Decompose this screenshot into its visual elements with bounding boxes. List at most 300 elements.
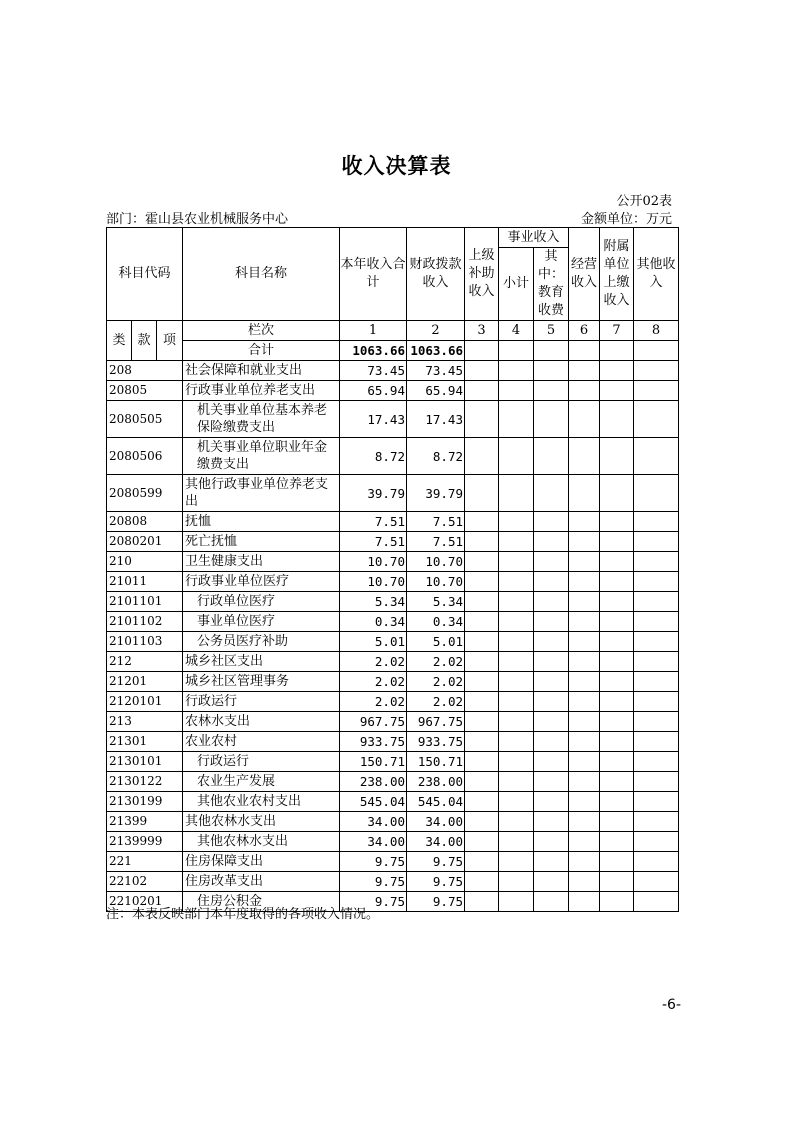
table-row (107, 572, 679, 592)
subject-code: 221 (107, 852, 183, 872)
empty-cell (534, 652, 569, 672)
total-income-value: 34.00 (340, 832, 407, 852)
table-row (107, 652, 679, 672)
empty-cell (499, 772, 534, 792)
subject-name: 其他农林水支出 (183, 812, 340, 832)
table-row (107, 852, 679, 872)
fiscal-value: 39.79 (407, 475, 465, 512)
empty-cell (499, 512, 534, 532)
empty-cell (634, 832, 679, 852)
empty-cell (465, 572, 499, 592)
empty-cell (499, 892, 534, 912)
empty-cell (465, 772, 499, 792)
col-num-1: 1 (340, 321, 407, 341)
total-income-value: 9.75 (340, 892, 407, 912)
fiscal-value: 7.51 (407, 512, 465, 532)
empty-cell (499, 672, 534, 692)
subject-name: 死亡抚恤 (183, 532, 340, 552)
empty-cell (600, 438, 634, 475)
table-row (107, 401, 679, 438)
department-label: 部门：霍山县农业机械服务中心 (106, 212, 289, 227)
empty-cell (600, 712, 634, 732)
fiscal-value: 10.70 (407, 552, 465, 572)
empty-cell (600, 632, 634, 652)
empty-cell (634, 341, 679, 361)
empty-cell (600, 892, 634, 912)
empty-cell (499, 652, 534, 672)
empty-cell (534, 532, 569, 552)
empty-cell (534, 381, 569, 401)
header-total-income: 本年收入合计 (340, 228, 407, 321)
subject-name: 机关事业单位职业年金缴费支出 (183, 438, 340, 475)
empty-cell (465, 475, 499, 512)
subject-code: 2080599 (107, 475, 183, 512)
total-income-value: 9.75 (340, 872, 407, 892)
empty-cell (569, 612, 600, 632)
empty-cell (600, 732, 634, 752)
empty-cell (569, 475, 600, 512)
empty-cell (465, 612, 499, 632)
empty-cell (465, 712, 499, 732)
subject-code: 2210201 (107, 892, 183, 912)
table-row (107, 692, 679, 712)
subject-name: 事业单位医疗 (183, 612, 340, 632)
amount-unit: 金额单位：万元 (580, 212, 672, 227)
subject-code: 21011 (107, 572, 183, 592)
total-income-value: 9.75 (340, 852, 407, 872)
empty-cell (465, 532, 499, 552)
empty-cell (634, 401, 679, 438)
subject-name: 城乡社区支出 (183, 652, 340, 672)
subject-code: 21301 (107, 732, 183, 752)
empty-cell (499, 361, 534, 381)
empty-cell (634, 872, 679, 892)
empty-cell (569, 532, 600, 552)
page-title: 收入决算表 (341, 154, 452, 178)
subject-name: 农业农村 (183, 732, 340, 752)
empty-cell (600, 592, 634, 612)
total-fiscal-total: 1063.66 (407, 341, 465, 361)
col-num-7: 7 (600, 321, 634, 341)
subject-name: 行政运行 (183, 692, 340, 712)
header-subtotal: 小计 (499, 248, 534, 321)
header-subject-name: 科目名称 (183, 228, 340, 321)
table-row (107, 552, 679, 572)
empty-cell (499, 692, 534, 712)
total-income-value: 933.75 (340, 732, 407, 752)
empty-cell (634, 812, 679, 832)
empty-cell (465, 792, 499, 812)
empty-cell (600, 852, 634, 872)
empty-cell (600, 475, 634, 512)
header-operating: 经营收入 (569, 228, 600, 321)
empty-cell (600, 872, 634, 892)
subject-name: 其他行政事业单位养老支出 (183, 475, 340, 512)
header-institution-income: 事业收入 (499, 228, 569, 248)
page-number: -6- (662, 997, 682, 1013)
empty-cell (465, 732, 499, 752)
empty-cell (600, 552, 634, 572)
empty-cell (534, 592, 569, 612)
total-income-value: 5.34 (340, 592, 407, 612)
subject-code: 212 (107, 652, 183, 672)
table-row (107, 438, 679, 475)
total-income-value: 545.04 (340, 792, 407, 812)
total-income-value: 0.34 (340, 612, 407, 632)
total-income-value: 2.02 (340, 692, 407, 712)
subject-name: 机关事业单位基本养老保险缴费支出 (183, 401, 340, 438)
empty-cell (569, 792, 600, 812)
empty-cell (465, 512, 499, 532)
fiscal-value: 34.00 (407, 812, 465, 832)
empty-cell (534, 812, 569, 832)
income-table (106, 227, 679, 912)
empty-cell (534, 892, 569, 912)
fiscal-value: 9.75 (407, 892, 465, 912)
empty-cell (569, 438, 600, 475)
empty-cell (569, 832, 600, 852)
empty-cell (534, 341, 569, 361)
fiscal-value: 34.00 (407, 832, 465, 852)
empty-cell (634, 892, 679, 912)
table-row (107, 381, 679, 401)
empty-cell (499, 438, 534, 475)
empty-cell (600, 512, 634, 532)
empty-cell (499, 552, 534, 572)
subject-name: 其他农业农村支出 (183, 792, 340, 812)
empty-cell (499, 341, 534, 361)
col-num-5: 5 (534, 321, 569, 341)
empty-cell (600, 832, 634, 852)
col-num-2: 2 (407, 321, 465, 341)
empty-cell (499, 572, 534, 592)
empty-cell (569, 361, 600, 381)
empty-cell (465, 401, 499, 438)
empty-cell (600, 361, 634, 381)
subject-code: 2101103 (107, 632, 183, 652)
empty-cell (569, 401, 600, 438)
empty-cell (600, 341, 634, 361)
empty-cell (465, 381, 499, 401)
header-superior-subsidy: 上级补助收入 (465, 228, 499, 321)
header-column-index: 栏次 (183, 321, 340, 341)
fiscal-value: 2.02 (407, 652, 465, 672)
empty-cell (569, 712, 600, 732)
empty-cell (534, 772, 569, 792)
total-income-value: 7.51 (340, 512, 407, 532)
subject-code: 213 (107, 712, 183, 732)
fiscal-value: 2.02 (407, 692, 465, 712)
empty-cell (465, 812, 499, 832)
subject-name: 住房改革支出 (183, 872, 340, 892)
table-row (107, 475, 679, 512)
total-income-value: 17.43 (340, 401, 407, 438)
table-row (107, 632, 679, 652)
empty-cell (534, 632, 569, 652)
total-label: 合计 (183, 341, 340, 361)
empty-cell (499, 592, 534, 612)
fiscal-value: 8.72 (407, 438, 465, 475)
fiscal-value: 238.00 (407, 772, 465, 792)
empty-cell (499, 532, 534, 552)
empty-cell (634, 572, 679, 592)
empty-cell (569, 592, 600, 612)
total-income-value: 967.75 (340, 712, 407, 732)
empty-cell (634, 612, 679, 632)
subject-code: 21201 (107, 672, 183, 692)
empty-cell (534, 852, 569, 872)
subject-code: 2139999 (107, 832, 183, 852)
empty-cell (465, 672, 499, 692)
total-income-value: 34.00 (340, 812, 407, 832)
empty-cell (634, 792, 679, 812)
empty-cell (534, 732, 569, 752)
total-income-value: 150.71 (340, 752, 407, 772)
fiscal-value: 967.75 (407, 712, 465, 732)
empty-cell (499, 632, 534, 652)
header-affiliated: 附属单位上缴收入 (600, 228, 634, 321)
fiscal-value: 5.01 (407, 632, 465, 652)
header-other: 其他收入 (634, 228, 679, 321)
empty-cell (569, 652, 600, 672)
empty-cell (634, 712, 679, 732)
empty-cell (600, 752, 634, 772)
subject-name: 卫生健康支出 (183, 552, 340, 572)
empty-cell (499, 792, 534, 812)
empty-cell (534, 692, 569, 712)
subject-code: 2130122 (107, 772, 183, 792)
empty-cell (534, 401, 569, 438)
empty-cell (534, 752, 569, 772)
form-code: 公开02表 (616, 194, 672, 209)
table-row (107, 672, 679, 692)
table-row (107, 792, 679, 812)
total-income-value: 10.70 (340, 572, 407, 592)
fiscal-value: 0.34 (407, 612, 465, 632)
total-income-value: 10.70 (340, 552, 407, 572)
header-subject-code: 科目代码 (107, 228, 183, 321)
empty-cell (465, 852, 499, 872)
empty-cell (499, 732, 534, 752)
header-education-fee: 其中：教育收费 (534, 248, 569, 321)
empty-cell (465, 592, 499, 612)
empty-cell (600, 772, 634, 792)
empty-cell (600, 792, 634, 812)
subject-code: 22102 (107, 872, 183, 892)
empty-cell (569, 752, 600, 772)
empty-cell (499, 612, 534, 632)
col-num-3: 3 (465, 321, 499, 341)
empty-cell (499, 381, 534, 401)
subject-code: 2080201 (107, 532, 183, 552)
empty-cell (534, 712, 569, 732)
subject-name: 行政事业单位养老支出 (183, 381, 340, 401)
empty-cell (534, 572, 569, 592)
empty-cell (465, 552, 499, 572)
total-income-value: 2.02 (340, 672, 407, 692)
empty-cell (465, 438, 499, 475)
header-kuan: 款 (132, 321, 157, 361)
fiscal-value: 7.51 (407, 532, 465, 552)
empty-cell (534, 672, 569, 692)
empty-cell (465, 692, 499, 712)
col-num-6: 6 (569, 321, 600, 341)
empty-cell (465, 752, 499, 772)
empty-cell (569, 341, 600, 361)
empty-cell (634, 652, 679, 672)
total-income-value: 5.01 (340, 632, 407, 652)
fiscal-value: 73.45 (407, 361, 465, 381)
fiscal-value: 933.75 (407, 732, 465, 752)
subject-code: 2101102 (107, 612, 183, 632)
subject-name: 社会保障和就业支出 (183, 361, 340, 381)
fiscal-value: 545.04 (407, 792, 465, 812)
header-xiang: 项 (157, 321, 183, 361)
empty-cell (499, 832, 534, 852)
table-row (107, 832, 679, 852)
subject-name: 住房公积金 (183, 892, 340, 912)
empty-cell (634, 732, 679, 752)
col-num-4: 4 (499, 321, 534, 341)
empty-cell (534, 792, 569, 812)
empty-cell (534, 438, 569, 475)
empty-cell (499, 752, 534, 772)
subject-code: 2130199 (107, 792, 183, 812)
empty-cell (499, 475, 534, 512)
fiscal-value: 150.71 (407, 752, 465, 772)
empty-cell (569, 552, 600, 572)
subject-name: 行政事业单位医疗 (183, 572, 340, 592)
empty-cell (600, 612, 634, 632)
fiscal-value: 9.75 (407, 872, 465, 892)
empty-cell (569, 632, 600, 652)
total-income-value: 65.94 (340, 381, 407, 401)
empty-cell (569, 772, 600, 792)
empty-cell (569, 872, 600, 892)
subject-code: 208 (107, 361, 183, 381)
total-income-value: 7.51 (340, 532, 407, 552)
total-income-total: 1063.66 (340, 341, 407, 361)
empty-cell (600, 672, 634, 692)
empty-cell (634, 852, 679, 872)
empty-cell (465, 892, 499, 912)
empty-cell (569, 812, 600, 832)
total-income-value: 238.00 (340, 772, 407, 792)
empty-cell (634, 381, 679, 401)
empty-cell (534, 552, 569, 572)
empty-cell (634, 552, 679, 572)
empty-cell (600, 381, 634, 401)
empty-cell (534, 832, 569, 852)
table-row (107, 752, 679, 772)
total-income-value: 2.02 (340, 652, 407, 672)
total-income-value: 73.45 (340, 361, 407, 381)
empty-cell (634, 592, 679, 612)
empty-cell (465, 361, 499, 381)
empty-cell (534, 475, 569, 512)
subject-name: 抚恤 (183, 512, 340, 532)
empty-cell (634, 512, 679, 532)
subject-name: 住房保障支出 (183, 852, 340, 872)
empty-cell (634, 632, 679, 652)
subject-code: 2120101 (107, 692, 183, 712)
fiscal-value: 9.75 (407, 852, 465, 872)
subject-name: 行政单位医疗 (183, 592, 340, 612)
subject-name: 公务员医疗补助 (183, 632, 340, 652)
table-row (107, 512, 679, 532)
header-fiscal: 财政拨款收入 (407, 228, 465, 321)
empty-cell (600, 692, 634, 712)
table-row (107, 732, 679, 752)
empty-cell (569, 572, 600, 592)
table-row (107, 592, 679, 612)
col-num-8: 8 (634, 321, 679, 341)
empty-cell (634, 672, 679, 692)
table-row (107, 712, 679, 732)
empty-cell (569, 512, 600, 532)
footnote: 注：本表反映部门本年度取得的各项收入情况。 (106, 907, 380, 922)
empty-cell (569, 852, 600, 872)
empty-cell (499, 872, 534, 892)
empty-cell (534, 512, 569, 532)
subject-code: 20808 (107, 512, 183, 532)
empty-cell (634, 475, 679, 512)
subject-code: 2101101 (107, 592, 183, 612)
empty-cell (465, 872, 499, 892)
table-row (107, 772, 679, 792)
empty-cell (534, 872, 569, 892)
empty-cell (499, 712, 534, 732)
empty-cell (569, 732, 600, 752)
empty-cell (465, 652, 499, 672)
table-body (107, 361, 679, 912)
empty-cell (569, 381, 600, 401)
empty-cell (600, 812, 634, 832)
empty-cell (499, 852, 534, 872)
subject-name: 农业生产发展 (183, 772, 340, 792)
empty-cell (499, 401, 534, 438)
empty-cell (569, 672, 600, 692)
empty-cell (634, 752, 679, 772)
empty-cell (465, 632, 499, 652)
empty-cell (600, 401, 634, 438)
subject-code: 2080505 (107, 401, 183, 438)
subject-code: 21399 (107, 812, 183, 832)
empty-cell (634, 361, 679, 381)
empty-cell (600, 652, 634, 672)
fiscal-value: 10.70 (407, 572, 465, 592)
empty-cell (600, 532, 634, 552)
table-row (107, 612, 679, 632)
empty-cell (569, 892, 600, 912)
table-row (107, 361, 679, 381)
subject-code: 210 (107, 552, 183, 572)
total-income-value: 8.72 (340, 438, 407, 475)
empty-cell (499, 812, 534, 832)
empty-cell (634, 532, 679, 552)
total-income-value: 39.79 (340, 475, 407, 512)
subject-name: 其他农林水支出 (183, 832, 340, 852)
subject-name: 农林水支出 (183, 712, 340, 732)
empty-cell (634, 692, 679, 712)
header-lei: 类 (107, 321, 132, 361)
empty-cell (600, 572, 634, 592)
table-row (107, 532, 679, 552)
empty-cell (465, 341, 499, 361)
fiscal-value: 65.94 (407, 381, 465, 401)
empty-cell (634, 772, 679, 792)
fiscal-value: 5.34 (407, 592, 465, 612)
